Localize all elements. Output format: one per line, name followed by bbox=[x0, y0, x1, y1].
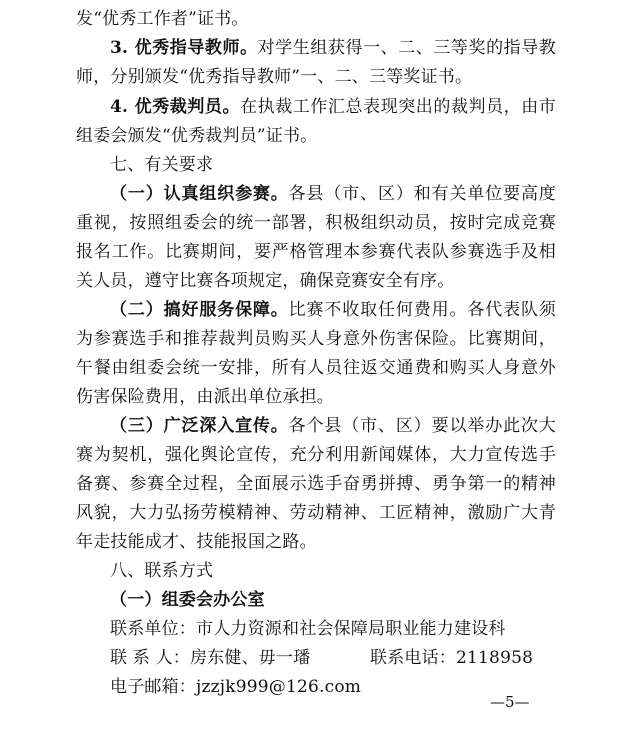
item-title: 4. 优秀裁判员。 bbox=[110, 97, 241, 117]
text-line: 风貌，大力弘扬劳模精神、劳动精神、工匠精神，激励广大青 bbox=[76, 503, 556, 523]
text-line: 组委会颁发“优秀裁判员”证书。 bbox=[76, 126, 318, 146]
contact-email: 电子邮箱：jzzjk999@126.com bbox=[110, 677, 362, 697]
contact-person-row bbox=[110, 647, 556, 669]
text-line: 报名工作。比赛期间，要严格管理本参赛代表队参赛选手及相 bbox=[76, 242, 556, 262]
text-line: 3. 优秀指导教师。对学生组获得一、二、三等奖的指导教 bbox=[110, 38, 556, 58]
section-heading: 七、有关要求 bbox=[110, 155, 214, 175]
text-line: 年走技能成才、技能报国之路。 bbox=[76, 532, 317, 552]
text-line: 伤害保险费用，由派出单位承担。 bbox=[76, 387, 334, 407]
page-number: —5— bbox=[490, 693, 530, 711]
contact-person: 联 系 人：房东健、毋一璠 bbox=[110, 648, 311, 668]
text-line: 4. 优秀裁判员。在执裁工作汇总表现突出的裁判员，由市 bbox=[110, 97, 556, 117]
item-title: 3. 优秀指导教师。 bbox=[110, 38, 258, 58]
text-line: 重视，按照组委会的统一部署，积极组织动员，按时完成竞赛 bbox=[76, 213, 556, 233]
subsection-title: （一）组委会办公室 bbox=[110, 590, 265, 610]
text-line: （二）搞好服务保障。比赛不收取任何费用。各代表队须 bbox=[110, 300, 557, 320]
contact-unit: 联系单位：市人力资源和社会保障局职业能力建设科 bbox=[110, 619, 506, 639]
text-line: （一）认真组织参赛。各县（市、区）和有关单位要高度 bbox=[110, 184, 557, 204]
text-line: 备赛、参赛全过程，全面展示选手奋勇拼搏、勇争第一的精神 bbox=[76, 474, 556, 494]
text-line: 发“优秀工作者”证书。 bbox=[76, 9, 249, 29]
text-line: 午餐由组委会统一安排，所有人员往返交通费和购买人身意外 bbox=[76, 358, 556, 378]
text-line: 师，分别颁发“优秀指导教师”一、二、三等奖证书。 bbox=[76, 67, 473, 87]
text-line: 关人员，遵守比赛各项规定，确保竞赛安全有序。 bbox=[76, 271, 455, 291]
subsection-title: （一）认真组织参赛。 bbox=[110, 184, 289, 204]
contact-phone: 联系电话：2118958 bbox=[370, 648, 534, 668]
subsection-title: （三）广泛深入宣传。 bbox=[110, 416, 289, 436]
text-line: 为参赛选手和推荐裁判员购买人身意外伤害保险。比赛期间， bbox=[76, 329, 556, 349]
text-line: 赛为契机，强化舆论宣传，充分利用新闻媒体，大力宣传选手 bbox=[76, 445, 556, 465]
subsection-title: （二）搞好服务保障。 bbox=[110, 300, 289, 320]
section-heading: 八、联系方式 bbox=[110, 561, 214, 581]
text-line: （三）广泛深入宣传。各个县（市、区）要以举办此次大 bbox=[110, 416, 557, 436]
subsection-title-line bbox=[110, 589, 556, 611]
